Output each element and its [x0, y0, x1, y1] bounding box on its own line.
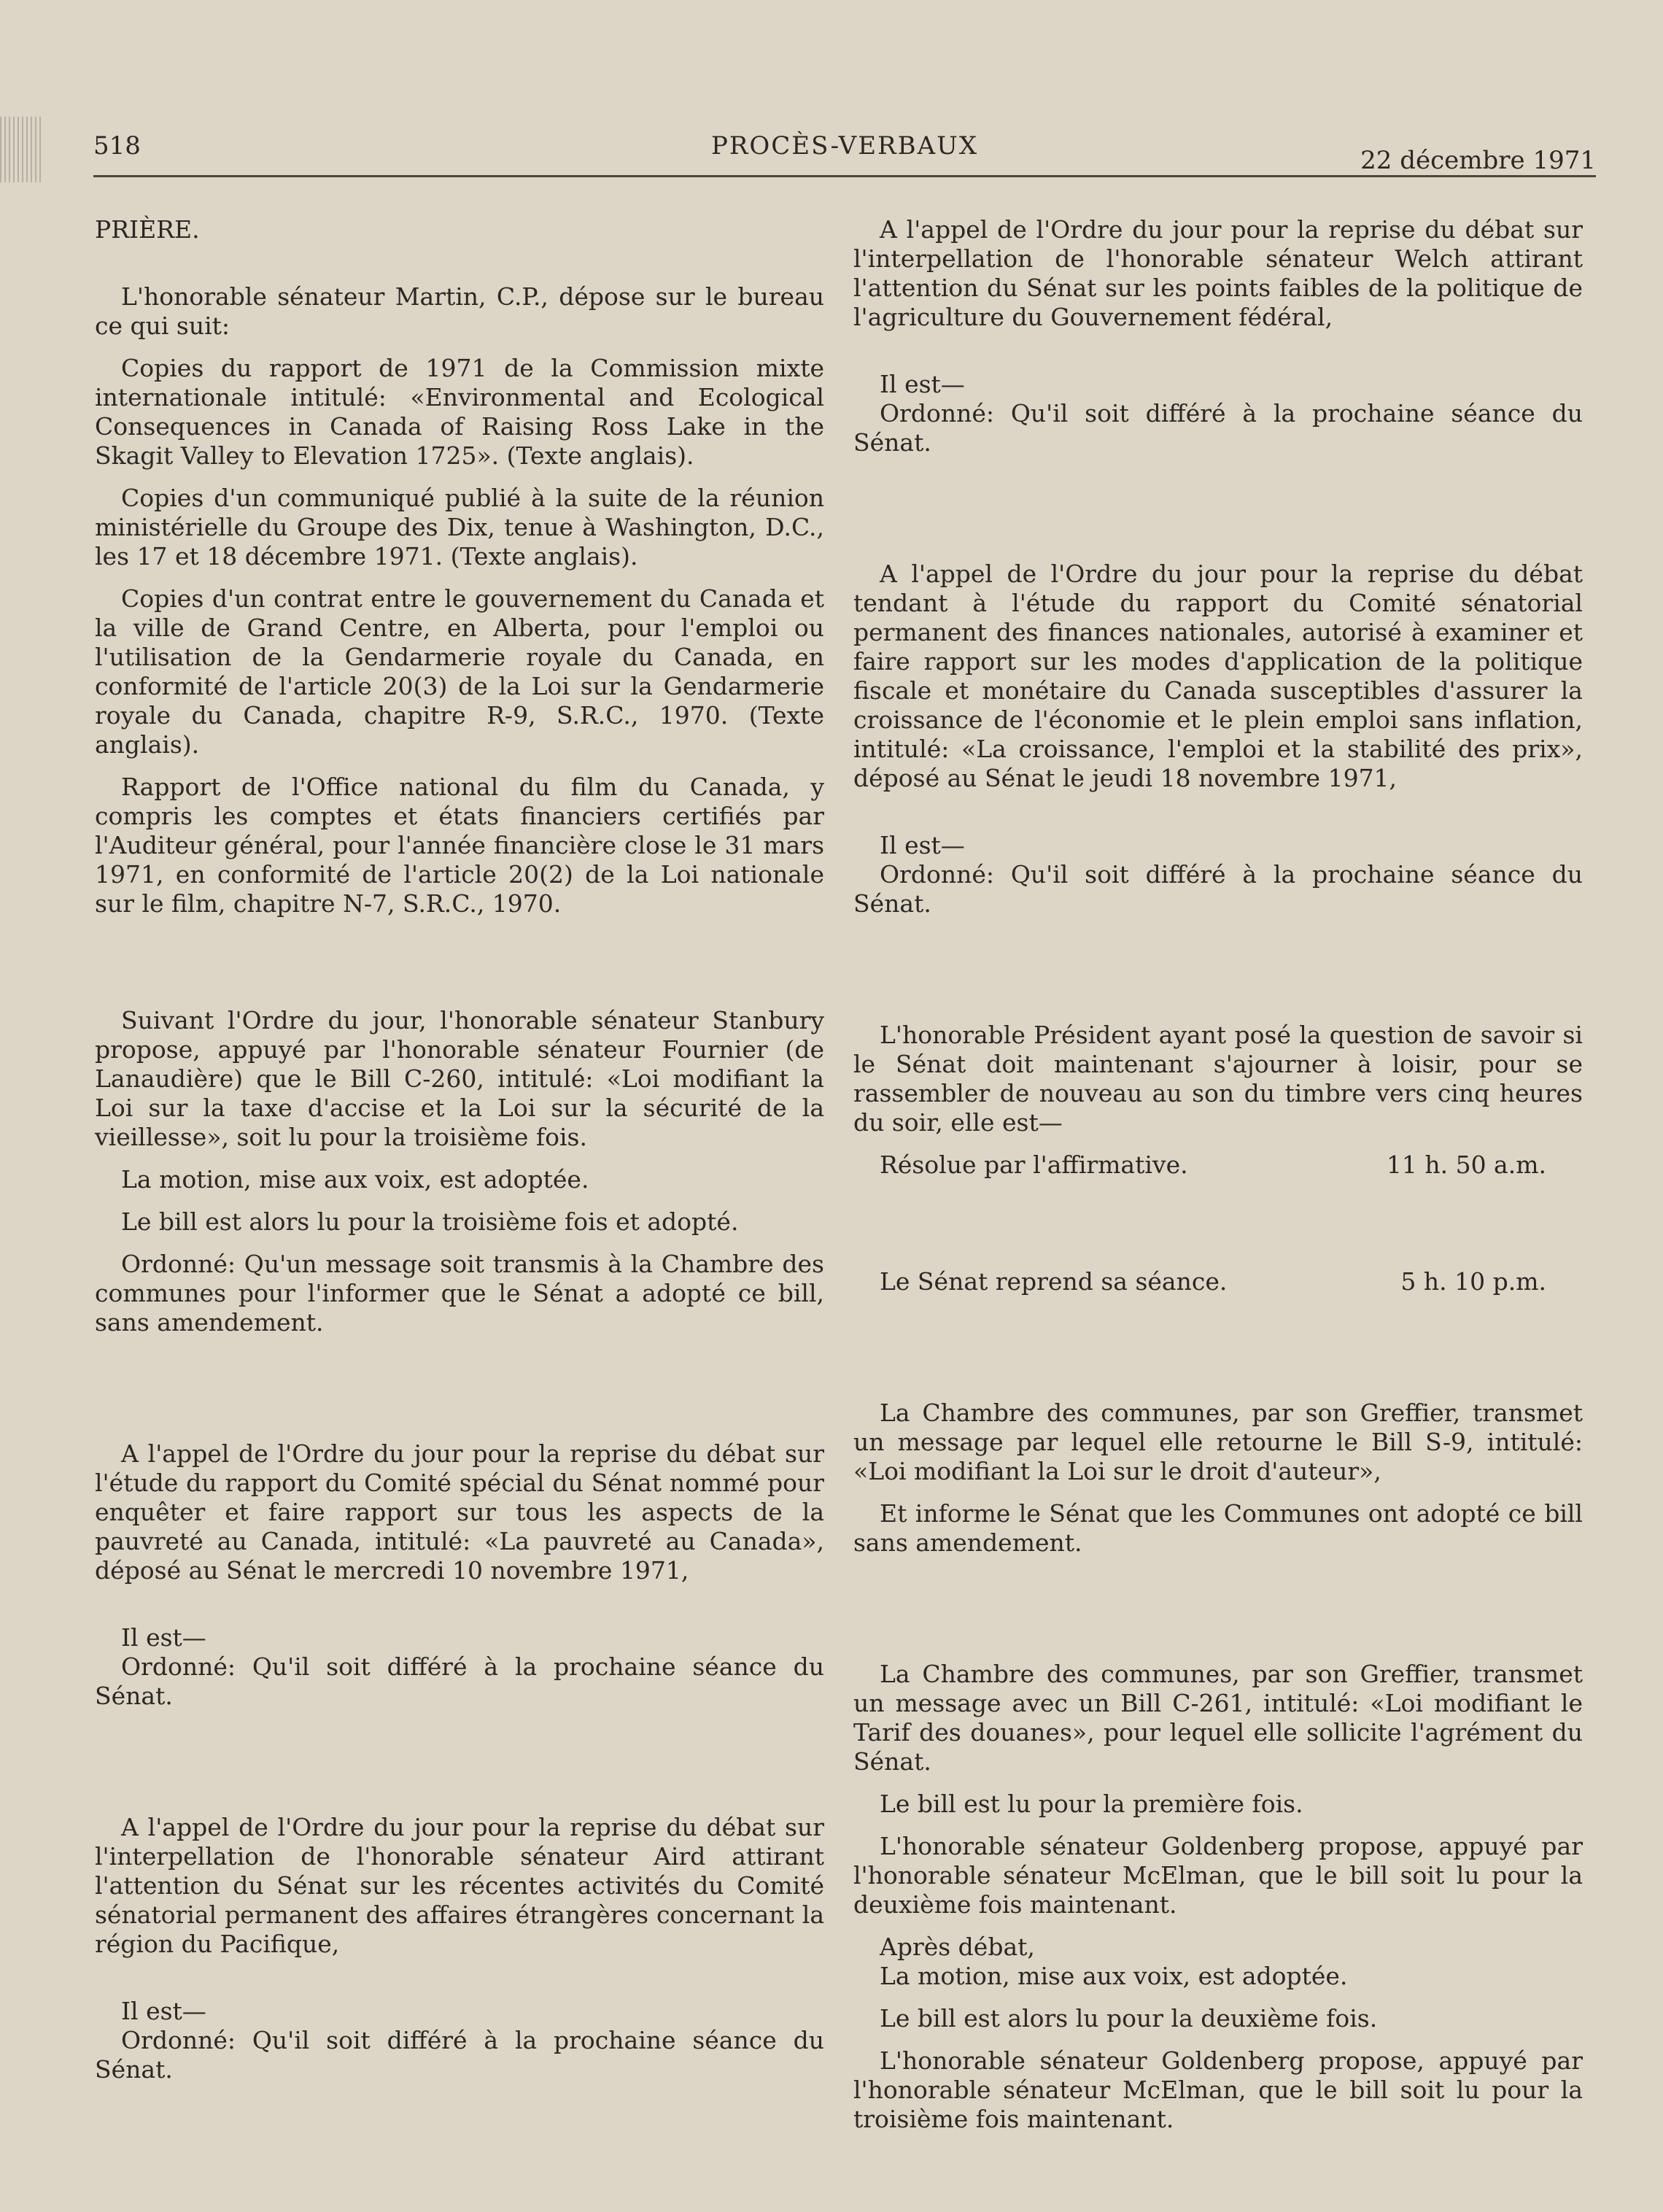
- paragraph: Rapport de l'Office national du film du Canada, y compris les comptes et états financiers certifiés par l'Auditeur général, pour l'année financière close le 31 mars 1971, en conformité de l'article 20(2) de la Loi nationale sur le film, chapitre N-7, S.R.C., 1970.: [95, 773, 824, 918]
- paragraph: Ordonné: Qu'il soit différé à la prochaine séance du Sénat.: [853, 399, 1583, 457]
- paragraph: La Chambre des communes, par son Greffier, transmet un message par lequel elle retourne le Bill S-9, intitulé: «Loi modifiant la Loi sur le droit d'auteur»,: [853, 1399, 1583, 1485]
- resume-text: Le Sénat reprend sa séance.: [880, 1267, 1228, 1296]
- paragraph: La motion, mise aux voix, est adoptée.: [121, 1165, 589, 1194]
- paragraph: L'honorable sénateur Goldenberg propose, appuyé par l'honorable sénateur McElman, que le bill soit lu pour la troisième fois maintenant.: [853, 2046, 1583, 2133]
- paragraph: Ordonné: Qu'il soit différé à la prochaine séance du Sénat.: [853, 860, 1583, 918]
- paragraph: Après débat,: [880, 1933, 1035, 1961]
- paragraph: A l'appel de l'Ordre du jour pour la reprise du débat sur l'étude du rapport du Comité spécial du Sénat nommé pour enquêter et faire rapport sur tous les aspects de la pauvreté au Canada, intitulé: «La pauvreté au Canada», déposé au Sénat le mercredi 10 novembre 1971,: [95, 1439, 824, 1585]
- paragraph: A l'appel de l'Ordre du jour pour la reprise du débat tendant à l'étude du rapport du Comité sénatorial permanent des finances nationales, autorisé à examiner et faire rapport sur les modes d'application de la politique fiscale et monétaire du Canada susceptibles d'assurer la croissance de l'économie et le plein emploi sans inflation, intitulé: «La croissance, l'emploi et la stabilité des prix», déposé au Sénat le jeudi 18 novembre 1971,: [853, 560, 1583, 792]
- paragraph: Il est—: [880, 831, 965, 859]
- paragraph: Le bill est alors lu pour la troisième fois et adopté.: [121, 1207, 739, 1236]
- margin-mark: [0, 117, 44, 182]
- time-stamp: 11 h. 50 a.m.: [1386, 1151, 1546, 1179]
- header-date: 22 décembre 1971: [1360, 146, 1596, 175]
- running-title: PROCÈS-VERBAUX: [710, 131, 979, 161]
- page-number: 518: [93, 131, 141, 161]
- paragraph: Il est—: [880, 370, 965, 398]
- timed-line: [853, 1267, 1583, 1296]
- paragraph: Copies d'un contrat entre le gouvernement du Canada et la ville de Grand Centre, en Alberta, pour l'emploi ou l'utilisation de la Gendarmerie royale du Canada, en conformité de l'article 20(3) de la Loi sur la Gendarmerie royale du Canada, chapitre R-9, S.R.C., 1970. (Texte anglais).: [95, 584, 824, 759]
- paragraph: La Chambre des communes, par son Greffier, transmet un message avec un Bill C-261, intitulé: «Loi modifiant le Tarif des douanes», pour lequel elle sollicite l'agrément du Sénat.: [853, 1660, 1583, 1776]
- time-stamp: 5 h. 10 p.m.: [1400, 1267, 1546, 1296]
- timed-line: [853, 1151, 1583, 1180]
- paragraph: A l'appel de l'Ordre du jour pour la reprise du débat sur l'interpellation de l'honorable sénateur Aird attirant l'attention du Sénat sur les récentes activités du Comité sénatorial permanent des affaires étrangères concernant la région du Pacifique,: [95, 1813, 824, 1958]
- paragraph: Ordonné: Qu'il soit différé à la prochaine séance du Sénat.: [95, 1652, 824, 1710]
- paragraph: La motion, mise aux voix, est adoptée.: [880, 1962, 1348, 1990]
- paragraph: L'honorable sénateur Goldenberg propose, appuyé par l'honorable sénateur McElman, que le bill soit lu pour la deuxième fois maintenant.: [853, 1832, 1583, 1919]
- paragraph: Ordonné: Qu'il soit différé à la prochaine séance du Sénat.: [95, 2026, 824, 2084]
- resolution-text: Résolue par l'affirmative.: [880, 1151, 1188, 1179]
- page-header: [93, 131, 1596, 177]
- left-column: [95, 215, 824, 2084]
- right-column: [853, 215, 1583, 2134]
- paragraph: Il est—: [121, 1623, 206, 1652]
- paragraph: Copies du rapport de 1971 de la Commission mixte internationale intitulé: «Environmental and Ecological Consequences in Canada of Raising Ross Lake in the Skagit Valley to Elevation 1725». (Texte anglais).: [95, 354, 824, 470]
- paragraph: Le bill est alors lu pour la deuxième fois.: [880, 2004, 1378, 2033]
- paragraph: L'honorable Président ayant posé la question de savoir si le Sénat doit maintenant s'ajourner à loisir, pour se rassembler de nouveau au son du timbre vers cinq heures du soir, elle est—: [853, 1021, 1583, 1137]
- paragraph: Ordonné: Qu'un message soit transmis à la Chambre des communes pour l'informer que le Sénat a adopté ce bill, sans amendement.: [95, 1250, 824, 1337]
- paragraph: Copies d'un communiqué publié à la suite de la réunion ministérielle du Groupe des Dix, tenue à Washington, D.C., les 17 et 18 décembre 1971. (Texte anglais).: [95, 484, 824, 571]
- paragraph: A l'appel de l'Ordre du jour pour la reprise du débat sur l'interpellation de l'honorable sénateur Welch attirant l'attention du Sénat sur les points faibles de la politique de l'agriculture du Gouvernement fédéral,: [853, 215, 1583, 331]
- paragraph: L'honorable sénateur Martin, C.P., dépose sur le bureau ce qui suit:: [95, 282, 824, 340]
- paragraph: Il est—: [121, 1997, 206, 2025]
- paragraph: Le bill est lu pour la première fois.: [880, 1790, 1303, 1818]
- section-heading: PRIÈRE.: [95, 215, 200, 244]
- paragraph: Et informe le Sénat que les Communes ont adopté ce bill sans amendement.: [853, 1499, 1583, 1557]
- paragraph: Suivant l'Ordre du jour, l'honorable sénateur Stanbury propose, appuyé par l'honorable sénateur Fournier (de Lanaudière) que le Bill C-260, intitulé: «Loi modifiant la Loi sur la taxe d'accise et la Loi sur la sécurité de la vieillesse», soit lu pour la troisième fois.: [95, 1006, 824, 1151]
